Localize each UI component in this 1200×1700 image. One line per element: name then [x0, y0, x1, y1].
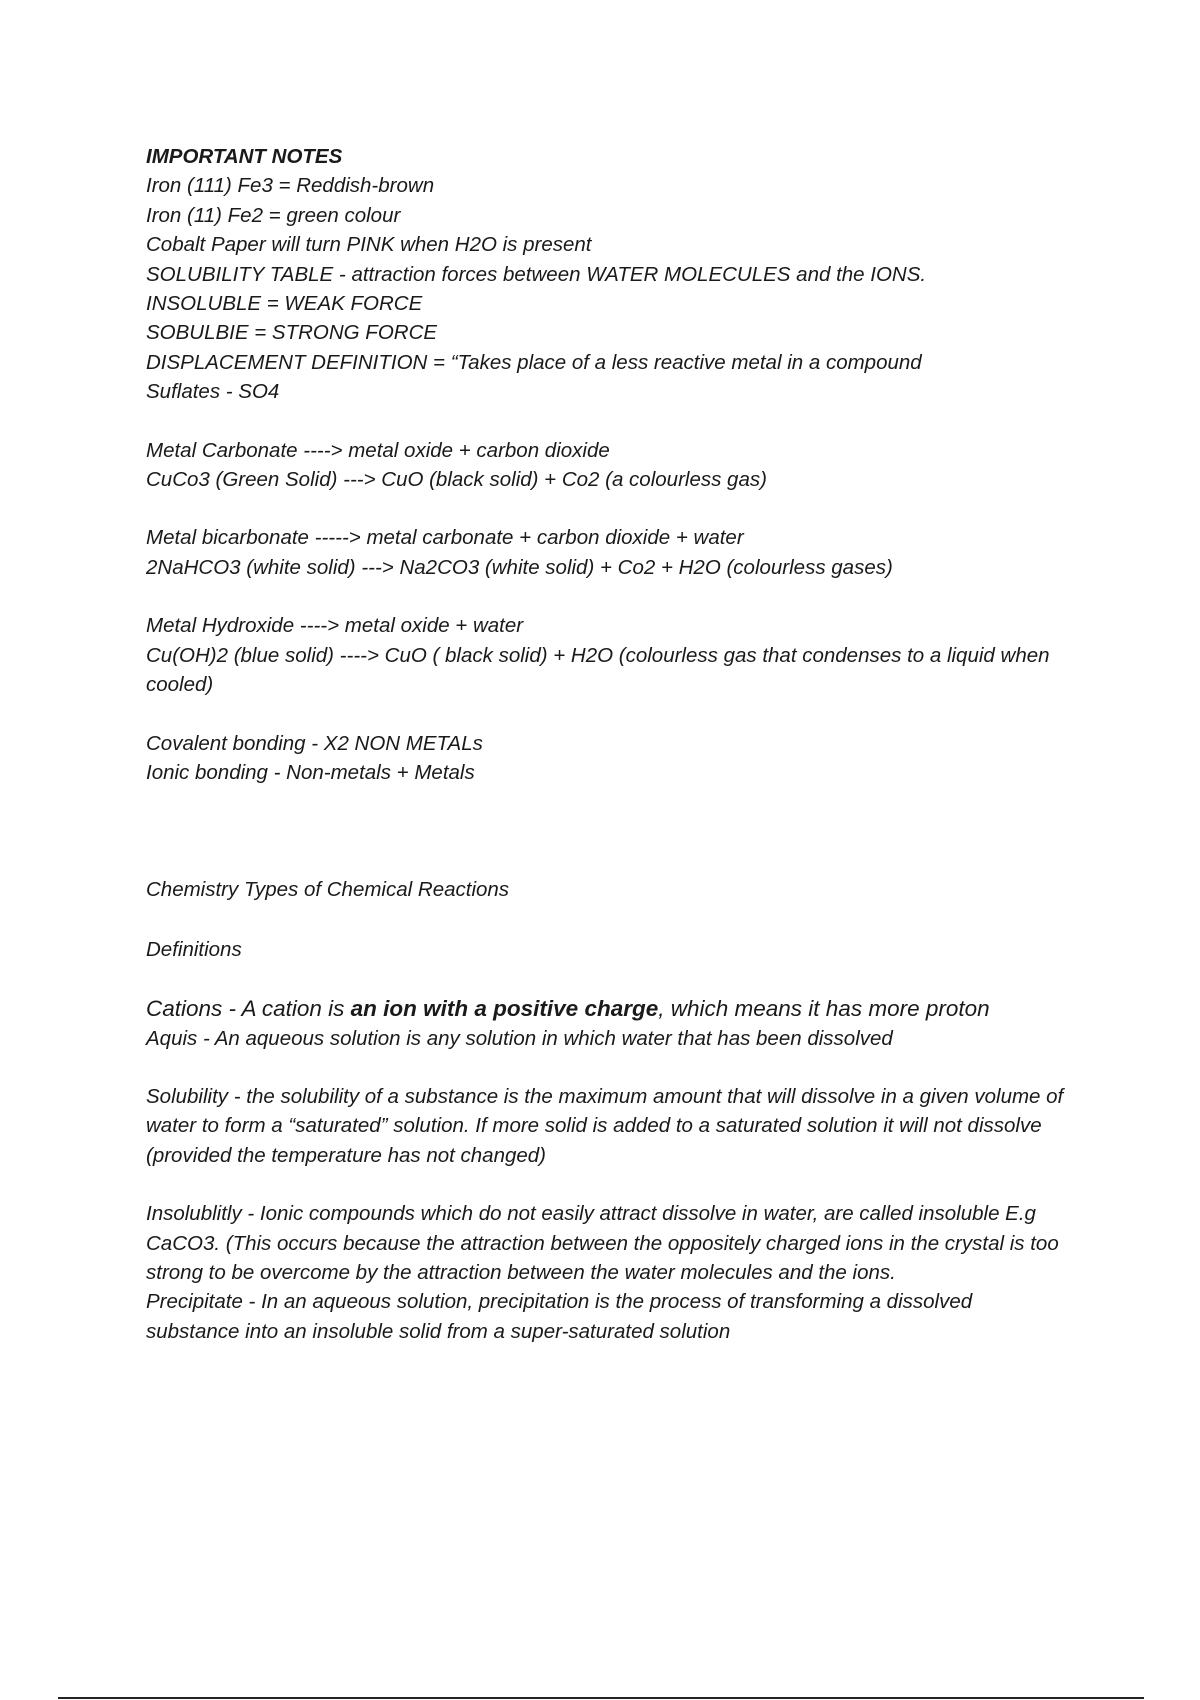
aquis-definition: Aquis - An aqueous solution is any solution in which water that has been dissolved — [146, 1026, 893, 1050]
note-line: SOLUBILITY TABLE - attraction forces between WATER MOLECULES and the IONS. — [146, 262, 927, 286]
note-line: Iron (11) Fe2 = green colour — [146, 203, 401, 227]
definitions-heading: Definitions — [146, 937, 242, 961]
metal-bicarbonate-example: 2NaHCO3 (white solid) ---> Na2CO3 (white solid) + Co2 + H2O (colourless gases) — [146, 555, 893, 579]
metal-hydroxide-word-equation: Metal Hydroxide ----> metal oxide + water — [146, 614, 524, 638]
note-line: DISPLACEMENT DEFINITION = “Takes place of a less reactive metal in a compound — [146, 350, 922, 374]
covalent-bonding-note: Covalent bonding - X2 NON METALs — [146, 731, 483, 755]
metal-carbonate-example: CuCo3 (Green Solid) ---> CuO (black solid) + Co2 (a colourless gas) — [146, 468, 767, 492]
page-bottom-rule — [58, 1697, 1144, 1699]
solubility-definition: Solubility - the solubility of a substance is the maximum amount that will dissolve in a given volume of water to form a “saturated” solution. If more solid is added to a saturated solution it will not dissolve (provided the temperature has not changed) — [146, 1084, 1064, 1167]
metal-bicarbonate-word-equation: Metal bicarbonate -----> metal carbonate + carbon dioxide + water — [146, 526, 744, 550]
note-line: INSOLUBLE = WEAK FORCE — [146, 292, 423, 316]
metal-carbonate-word-equation: Metal Carbonate ----> metal oxide + carbon dioxide — [146, 438, 610, 462]
cations-prefix: Cations - A cation is — [146, 996, 351, 1022]
notes-page — [146, 142, 1106, 1346]
note-line: SOBULBIE = STRONG FORCE — [146, 321, 438, 345]
note-line: Iron (111) Fe3 = Reddish-brown — [146, 174, 435, 198]
cations-suffix: , which means it has more proton — [658, 996, 990, 1022]
metal-hydroxide-example: Cu(OH)2 (blue solid) ----> CuO ( black solid) + H2O (colourless gas that condenses to a liquid when cooled) — [146, 643, 1050, 697]
important-notes-heading: IMPORTANT NOTES — [146, 145, 343, 168]
insolubility-definition: Insolublitly - Ionic compounds which do not easily attract dissolve in water, are called insoluble E.g CaCO3. (This occurs because the attraction between the oppositely charged ions in the crystal is too strong to be overcome by the attraction between the water molecules and the ions. — [146, 1202, 1059, 1284]
precipitate-definition: Precipitate - In an aqueous solution, precipitation is the process of transforming a dissolved substance into an insoluble solid from a super-saturated solution — [146, 1290, 973, 1343]
cations-definition — [146, 994, 1106, 1023]
cations-bold-phrase: an ion with a positive charge — [350, 996, 659, 1022]
note-line: Cobalt Paper will turn PINK when H2O is present — [146, 233, 592, 257]
ionic-bonding-note: Ionic bonding - Non-metals + Metals — [146, 760, 475, 784]
section-title: Chemistry Types of Chemical Reactions — [146, 878, 510, 902]
note-line: Suflates - SO4 — [146, 380, 280, 404]
